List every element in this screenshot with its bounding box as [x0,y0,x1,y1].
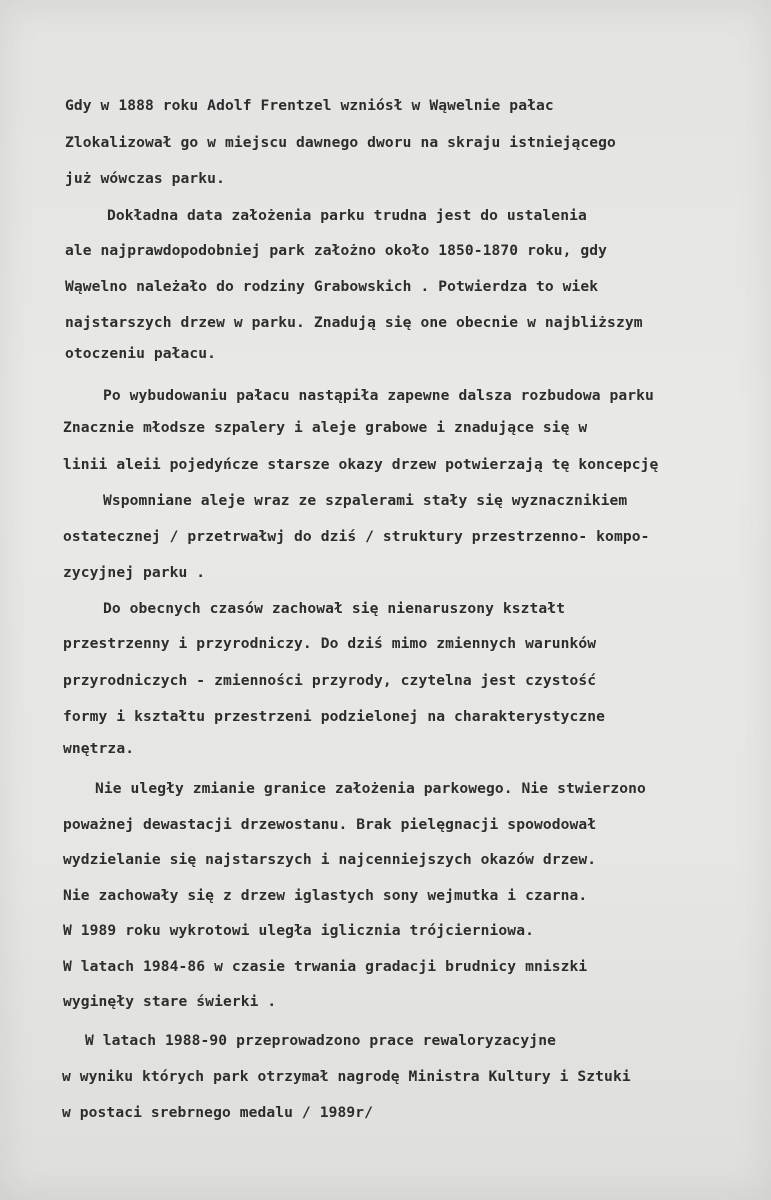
text-line: wnętrza. [63,740,135,757]
text-line: ale najprawdopodobniej park założno około 1850-1870 roku, gdy [65,242,608,259]
text-line: przestrzenny i przyrodniczy. Do dziś mimo zmiennych warunków [63,635,597,652]
text-line: Nie uległy zmianie granice założenia parkowego. Nie stwierzono [95,780,646,797]
text-line: linii aleii pojedyńcze starsze okazy drzew potwierzają tę koncepcję [63,456,659,473]
text-line: zycyjnej parku . [63,564,206,581]
text-line: najstarszych drzew w parku. Znadują się one obecnie w najbliższym [65,314,643,331]
text-line: przyrodniczych - zmienności przyrody, czytelna jest czystość [63,672,597,689]
text-line: Zlokalizował go w miejscu dawnego dworu na skraju istniejącego [65,134,616,151]
text-line: Wąwelno należało do rodziny Grabowskich . Potwierdza to wiek [65,278,599,295]
text-line: w wyniku których park otrzymał nagrodę Ministra Kultury i Sztuki [62,1068,631,1085]
text-line: w postaci srebrnego medalu / 1989r/ [62,1104,374,1121]
text-line: Znacznie młodsze szpalery i aleje grabowe i znadujące się w [63,419,588,436]
text-line: wydzielanie się najstarszych i najcenniejszych okazów drzew. [63,851,597,868]
text-line: ostatecznej / przetrwałwj do dziś / struktury przestrzenno- kompo- [63,528,650,545]
text-line: W latach 1984-86 w czasie trwania gradacji brudnicy mniszki [63,958,588,975]
text-line: wyginęły stare świerki . [63,993,277,1010]
text-line: poważnej dewastacji drzewostanu. Brak pielęgnacji spowodował [63,816,597,833]
text-line: formy i kształtu przestrzeni podzielonej na charakterystyczne [63,708,606,725]
text-line: Do obecnych czasów zachował się nienaruszony kształt [103,600,566,617]
text-line: Wspomniane aleje wraz ze szpalerami stały się wyznacznikiem [103,492,628,509]
text-line: W latach 1988-90 przeprowadzono prace rewaloryzacyjne [85,1032,556,1049]
text-line: Dokładna data założenia parku trudna jest do ustalenia [107,207,587,224]
text-line: Po wybudowaniu pałacu nastąpiła zapewne dalsza rozbudowa parku [103,387,654,404]
text-line: Gdy w 1888 roku Adolf Frentzel wzniósł w Wąwelnie pałac [65,97,554,114]
text-line: otoczeniu pałacu. [65,345,217,362]
text-line: już wówczas parku. [65,170,225,187]
text-line: Nie zachowały się z drzew iglastych sony wejmutka i czarna. [63,887,588,904]
text-line: W 1989 roku wykrotowi uległa iglicznia trójcierniowa. [63,922,534,939]
